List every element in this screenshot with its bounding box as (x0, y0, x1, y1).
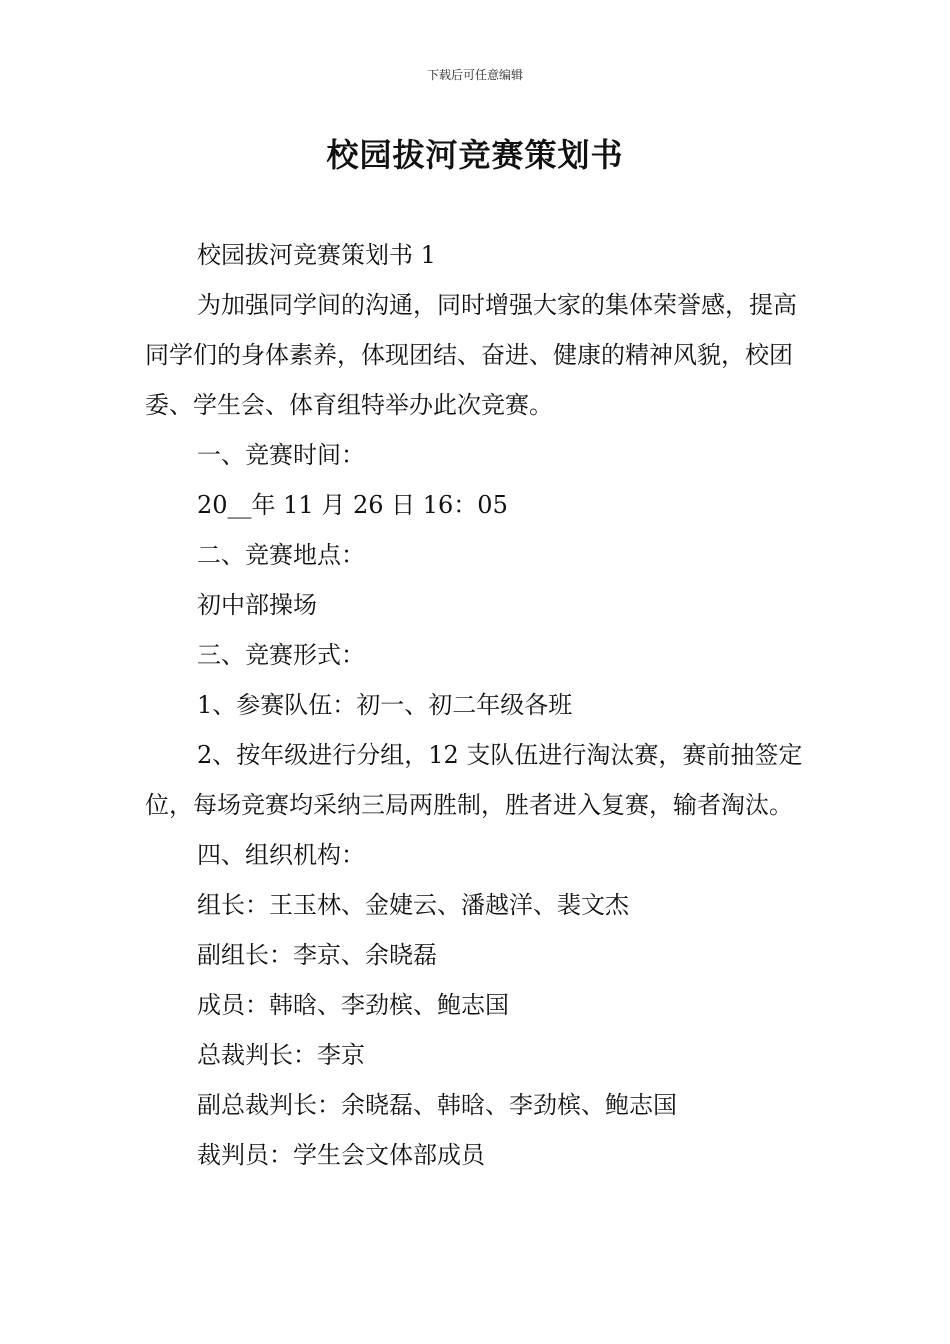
section-organization-heading: 四、组织机构： (197, 841, 365, 869)
section-location-heading: 二、竞赛地点： (197, 541, 365, 569)
time-value: 20__年 11 月 26 日 16：05 (197, 491, 508, 519)
section-format-heading: 三、竞赛形式： (197, 641, 365, 669)
document-title: 校园拔河竞赛策划书 (326, 136, 624, 174)
subtitle-paragraph: 校园拔河竞赛策划书 1 (197, 241, 436, 269)
org-vice-chief-referees: 副总裁判长：余晓磊、韩晗、李劲槟、鲍志国 (197, 1091, 677, 1119)
org-vice-leaders: 副组长：李京、余晓磊 (197, 941, 437, 969)
org-leaders: 组长：王玉林、金婕云、潘越洋、裴文杰 (197, 891, 629, 919)
location-value: 初中部操场 (197, 591, 317, 619)
header-note: 下载后可任意编辑 (426, 68, 523, 82)
org-members: 成员：韩晗、李劲槟、鲍志国 (197, 991, 509, 1019)
format-item-2: 2、按年级进行分组，12 支队伍进行淘汰赛，赛前抽签定位，每场竞赛均采纳三局两胜制，胜者进入复赛，输者淘汰。 (145, 741, 803, 819)
document-body (145, 230, 810, 1180)
intro-paragraph: 为加强同学间的沟通，同时增强大家的集体荣誉感，提高同学们的身体素养，体现团结、奋进、健康的精神风貌，校团委、学生会、体育组特举办此次竞赛。 (145, 291, 797, 419)
org-referees: 裁判员：学生会文体部成员 (197, 1141, 485, 1169)
section-time-heading: 一、竞赛时间： (197, 441, 365, 469)
format-item-1: 1、参赛队伍：初一、初二年级各班 (197, 691, 573, 719)
org-chief-referee: 总裁判长：李京 (197, 1041, 365, 1069)
